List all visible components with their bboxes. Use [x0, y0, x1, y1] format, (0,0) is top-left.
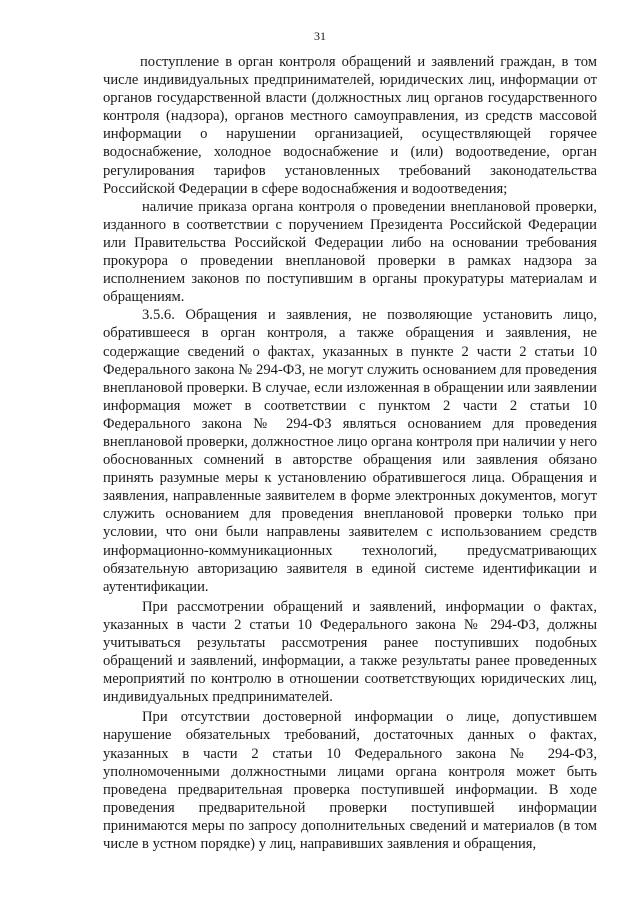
- document-body: [103, 53, 597, 853]
- page-number: 31: [314, 29, 326, 43]
- paragraph-3-5-6: 3.5.6. Обращения и заявления, не позволяющие установить лицо, обратившееся в орган контроля, а также обращения и заявления, не содержащие сведений о фактах, указанных в пункте 2 части 2 статьи 10 Федерального закона № 294-ФЗ, не могут служить основанием для проведения внеплановой проверки. В случае, если изложенная в обращении или заявлении информация может в соответствии с пунктом 2 части 2 статьи 10 Федерального закона № 294-ФЗ являться основанием для проведения внеплановой проверки, должностное лицо органа контроля при наличии у него обоснованных сомнений в авторстве обращения или заявления обязано принять разумные меры к установлению обратившегося лица. Обращения и заявления, направленные заявителем в форме электронных документов, могут служить основанием для проведения внеплановой проверки только при условии, что они были направлены заявителем с использованием средств информационно-коммуникационных технологий, предусматривающих обязательную авторизацию заявителя в единой системе идентификации и аутентификации.: [103, 307, 597, 595]
- paragraph-inspection-grounds-order: наличие приказа органа контроля о проведении внеплановой проверки, изданного в соответствии с поручением Президента Российской Федерации или Правительства Российской Федерации либо на основании требования прокурора о проведении внеплановой проверки в рамках надзора за исполнением законов по поступившим в органы прокуратуры материалам и обращениям.: [103, 198, 597, 306]
- paragraph-inspection-grounds-complaints: поступление в орган контроля обращений и заявлений граждан, в том числе индивидуальных предпринимателей, юридических лиц, информации от органов государственной власти (должностных лиц органов государственного контроля (надзора), органов местного самоуправления, из средств массовой информации о нарушении организацией, осуществляющей горячее водоснабжение, холодное водоснабжение и (или) водоотведение, орган регулирования тарифов установленных требований законодательства Российской Федерации в сфере водоснабжения и водоотведения;: [103, 54, 597, 197]
- paragraph-preliminary-check: При отсутствии достоверной информации о лице, допустившем нарушение обязательных требований, достаточных данных о фактах, указанных в части 2 статьи 10 Федерального закона № 294-ФЗ, уполномоченными должностными лицами органа контроля может быть проведена предварительная проверка поступившей информации. В ходе проведения предварительной проверки поступившей информации принимаются меры по запросу дополнительных сведений и материалов (в том числе в устном порядке) у лиц, направивших заявления и обращения,: [103, 709, 597, 853]
- paragraph-consideration-of-appeals: При рассмотрении обращений и заявлений, информации о фактах, указанных в части 2 статьи 10 Федерального закона № 294-ФЗ, должны учитываться результаты рассмотрения ранее поступивших подобных обращений и заявлений, информации, а также результаты ранее проведенных мероприятий по контролю в отношении соответствующих юридических лиц, индивидуальных предпринимателей.: [103, 598, 597, 706]
